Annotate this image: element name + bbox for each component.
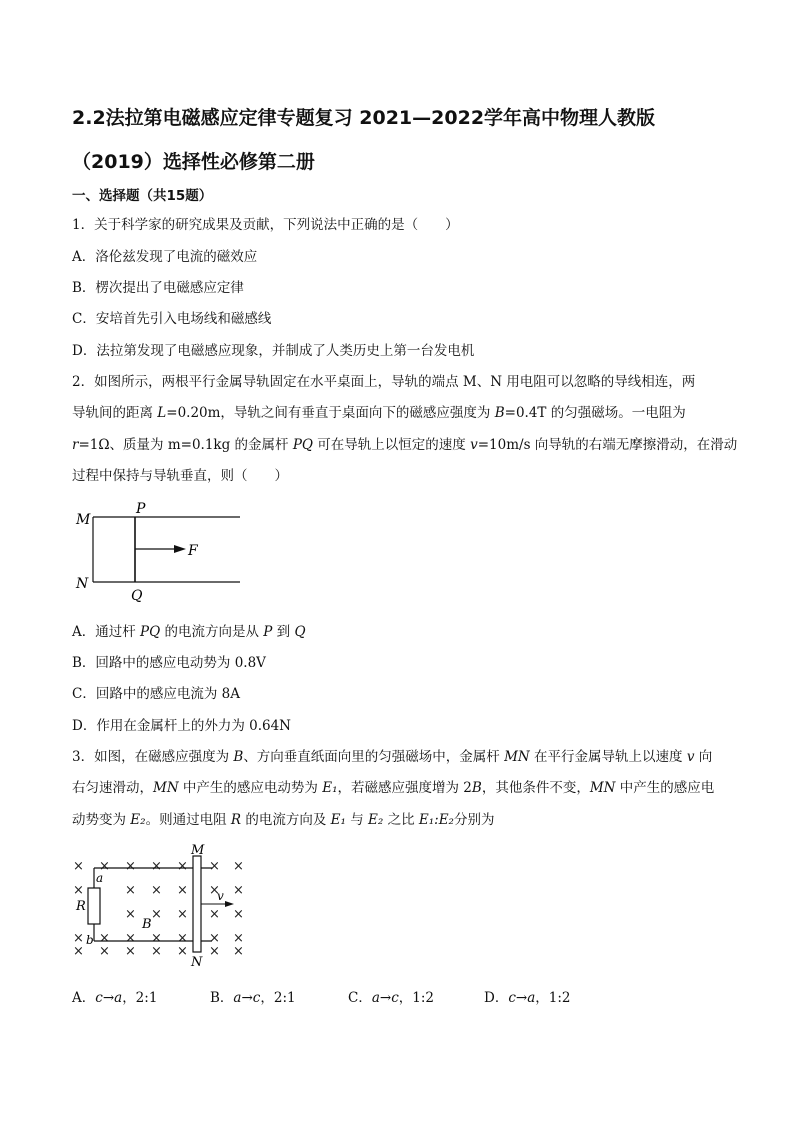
field-cross: × [177, 859, 188, 874]
q2-stem-line-2: 导轨间的距离 L=0.20m，导轨之间有垂直于桌面向下的磁感应强度为 B=0.4T 的匀强磁场。一电阻为 [72, 405, 686, 421]
q1-option-d: D．法拉第发现了电磁感应现象，并制成了人类历史上第一台发电机 [72, 343, 475, 359]
field-cross: × [73, 883, 84, 898]
q2-rail-diagram [68, 498, 258, 604]
q3-label-v: v [217, 889, 224, 903]
q3-option-a: A．c→a，2:1 [72, 990, 158, 1006]
q3-label-b: b [86, 933, 94, 947]
field-cross: × [209, 931, 220, 946]
field-cross: × [125, 859, 136, 874]
field-cross: × [73, 859, 84, 874]
field-cross: × [125, 944, 136, 959]
page-title-line-2: （2019）选择性必修第二册 [72, 151, 315, 173]
q3-label-b-field: B [142, 917, 152, 932]
q2-option-c: C．回路中的感应电流为 8A [72, 686, 240, 702]
field-cross: × [177, 931, 188, 946]
field-cross: × [125, 883, 136, 898]
field-cross: × [233, 907, 244, 922]
field-cross: × [151, 883, 162, 898]
q3-stem-line-1: 3．如图，在磁感应强度为 B、方向垂直纸面向里的匀强磁场中，金属杆 MN 在平行金属导轨上以速度 v 向 [72, 749, 713, 765]
field-cross: × [177, 907, 188, 922]
q2-option-a: A．通过杆 PQ 的电流方向是从 P 到 Q [72, 624, 306, 640]
field-cross: × [151, 859, 162, 874]
q1-option-a: A．洛伦兹发现了电流的磁效应 [72, 249, 258, 265]
q1-option-c: C．安培首先引入电场线和磁感线 [72, 311, 272, 327]
field-cross: × [177, 944, 188, 959]
page-title-line-1: 2.2法拉第电磁感应定律专题复习 2021—2022学年高中物理人教版 [72, 107, 656, 129]
field-cross: × [209, 944, 220, 959]
field-cross: × [99, 859, 110, 874]
field-cross: × [233, 859, 244, 874]
resistor-r [88, 888, 100, 924]
q1-stem: 1．关于科学家的研究成果及贡献，下列说法中正确的是（ ） [72, 217, 459, 233]
q2-stem-line-4: 过程中保持与导轨垂直，则（ ） [72, 468, 288, 484]
field-cross: × [99, 944, 110, 959]
field-cross: × [233, 931, 244, 946]
field-cross: × [151, 944, 162, 959]
q3-stem-line-2: 右匀速滑动，MN 中产生的感应电动势为 E₁，若磁感应强度增为 2B，其他条件不变，MN 中产生的感应电 [72, 780, 715, 796]
field-cross: × [73, 931, 84, 946]
q3-label-n: N [191, 955, 203, 970]
field-cross: × [151, 931, 162, 946]
q3-option-b: B．a→c，2:1 [210, 990, 296, 1006]
section-heading: 一、选择题（共15题） [72, 188, 213, 204]
q2-stem-line-3: r=1Ω、质量为 m=0.1kg 的金属杆 PQ 可在导轨上以恒定的速度 v=10m/s 向导轨的右端无摩擦滑动，在滑动 [72, 437, 738, 453]
q2-option-d: D．作用在金属杆上的外力为 0.64N [72, 718, 291, 734]
field-cross: × [233, 883, 244, 898]
field-cross: × [209, 883, 220, 898]
q3-label-r: R [76, 899, 86, 914]
field-cross: × [73, 944, 84, 959]
q2-stem-line-1: 2．如图所示，两根平行金属导轨固定在水平桌面上，导轨的端点 M、N 用电阻可以忽略的导线相连，两 [72, 374, 696, 390]
q1-option-b: B．楞次提出了电磁感应定律 [72, 280, 244, 296]
q3-option-c: C．a→c，1:2 [348, 990, 435, 1006]
q2-option-b: B．回路中的感应电动势为 0.8V [72, 655, 266, 671]
q3-stem-line-3: 动势变为 E₂。则通过电阻 R 的电流方向及 E₁ 与 E₂ 之比 E₁:E₂分别为 [72, 812, 495, 828]
q2-label-p: P [136, 501, 146, 517]
field-cross: × [233, 944, 244, 959]
rod-mn [193, 856, 201, 952]
q3-label-a: a [96, 871, 104, 885]
field-cross: × [99, 931, 110, 946]
q2-label-q: Q [131, 588, 143, 604]
q3-magnetic-field-diagram [62, 840, 262, 970]
field-cross: × [209, 907, 220, 922]
field-cross: × [177, 883, 188, 898]
q2-label-f: F [188, 543, 198, 559]
field-cross: × [125, 907, 136, 922]
q2-label-m: M [76, 512, 91, 528]
field-cross: × [209, 859, 220, 874]
field-cross: × [151, 907, 162, 922]
field-cross: × [125, 931, 136, 946]
q3-option-d: D．c→a，1:2 [484, 990, 571, 1006]
q2-label-n: N [76, 576, 89, 592]
q3-label-m: M [191, 843, 205, 858]
